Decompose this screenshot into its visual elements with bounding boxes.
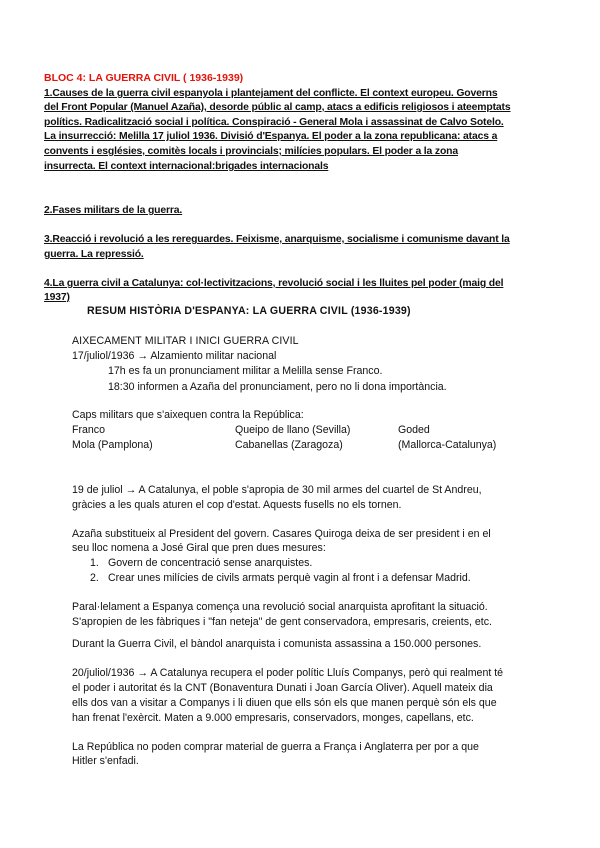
point-1-line-5: convents i esglésies, comitès locals i provincials; milícies populars. El poder a la zona (44, 146, 458, 157)
point-3-line-2: guerra. La repressió. (44, 249, 144, 260)
point-1-line-6: insurrecta. El context internacional:brigades internacionals (44, 161, 329, 172)
caps-cell: Goded (398, 424, 430, 436)
para-6-line-1: La República no poden comprar material de guerra a França i Anglaterra per por a que (72, 741, 479, 753)
point-4-line-1: 4.La guerra civil a Catalunya: col·lectivitzacions, revolució social i les lluites pel poder (maig del (44, 278, 504, 289)
para-1-line-1: 19 de juliol → A Catalunya, el poble s'apropia de 30 mil armes del cuartel de St Andreu, (72, 484, 482, 496)
caps-cell: Queipo de llano (Sevilla) (235, 424, 351, 436)
point-1-line-4: La insurrecció: Melilla 17 juliol 1936. Divisió d'Espanya. El poder a la zona republicana: atacs a (44, 131, 498, 142)
bloc-title: BLOC 4: LA GUERRA CIVIL ( 1936-1939) (44, 72, 244, 84)
para-3-line-2: S'apropien de les fàbriques i "fan neteja" de gent conservadora, empresaris, creients, etc. (72, 616, 492, 628)
point-1-line-2: del Front Popular (Manuel Azaña), desorde públic al camp, atacs a edificis religiosos i ateemptats (44, 102, 511, 113)
point-4-line-2: 1937) (44, 292, 70, 303)
sub-line-2: 18:30 informen a Azaña del pronunciament, pero no li dona importància. (108, 381, 447, 393)
para-2-line-1: Azaña substitueix al President del govern. Casares Quiroga deixa de ser president i en el (72, 528, 491, 540)
para-3-line-1: Paral·lelament a Espanya comença una revolució social anarquista aprofitant la situació. (72, 601, 488, 613)
para-2-line-2: seu lloc nomena a José Giral que pren dues mesures: (72, 542, 326, 554)
para-6-line-2: Hitler s'enfadi. (72, 755, 139, 767)
sub-line-1: 17h es fa un pronunciament militar a Melilla sense Franco. (108, 365, 383, 377)
caps-cell: Mola (Pamplona) (72, 439, 153, 451)
para-4: Durant la Guerra Civil, el bàndol anarquista i comunista assassina a 150.000 persones. (72, 638, 482, 650)
caps-cell: Cabanellas (Zaragoza) (235, 439, 343, 451)
para-5-line-4: han frenat l'exèrcit. Maten a 9.000 empresaris, conservadors, monges, capellans, etc. (72, 712, 474, 724)
para-1-line-2: gràcies a les quals aturen el cop d'estat. Aquests fusells no els tornen. (72, 499, 402, 511)
caps-intro: Caps militars que s'aixequen contra la República: (72, 409, 304, 421)
list-number: 2. (90, 572, 99, 584)
list-number: 1. (90, 557, 99, 569)
point-2: 2.Fases militars de la guerra. (44, 205, 183, 216)
para-5-line-3: ells dos van a visitar a Companys i li diuen que ells són els que manen perquè són els que (72, 697, 497, 709)
date-line: 17/juliol/1936 → Alzamiento militar nacional (72, 350, 277, 362)
caps-cell: Franco (72, 424, 105, 436)
para-5-line-1: 20/juliol/1936 → A Catalunya recupera el poder polític Lluís Companys, però qui realment té (72, 667, 504, 679)
summary-title: RESUM HISTÒRIA D'ESPANYA: LA GUERRA CIVIL (1936-1939) (87, 305, 411, 317)
point-3-line-1: 3.Reacció i revolució a les rereguardes. Feixisme, anarquisme, socialisme i comunisme davant la (44, 234, 510, 245)
caps-cell: (Mallorca-Catalunya) (398, 439, 497, 451)
point-1-line-3: polítics. Radicalització social i política. Conspiració - General Mola i assassinat de Calvo Sotelo. (44, 117, 504, 128)
point-1-line-1: 1.Causes de la guerra civil espanyola i plantejament del conflicte. El context europeu. Governs (44, 88, 498, 99)
measure-item: Crear unes milícies de civils armats perquè vagin al front i a defensar Madrid. (108, 572, 471, 584)
para-5-line-2: el poder i autoritat és la CNT (Bonaventura Dunati i Joan García Oliver). Aquell mateix dia (72, 682, 493, 694)
section-heading: AIXECAMENT MILITAR I INICI GUERRA CIVIL (72, 335, 299, 347)
measure-item: Govern de concentració sense anarquistes. (108, 557, 313, 569)
